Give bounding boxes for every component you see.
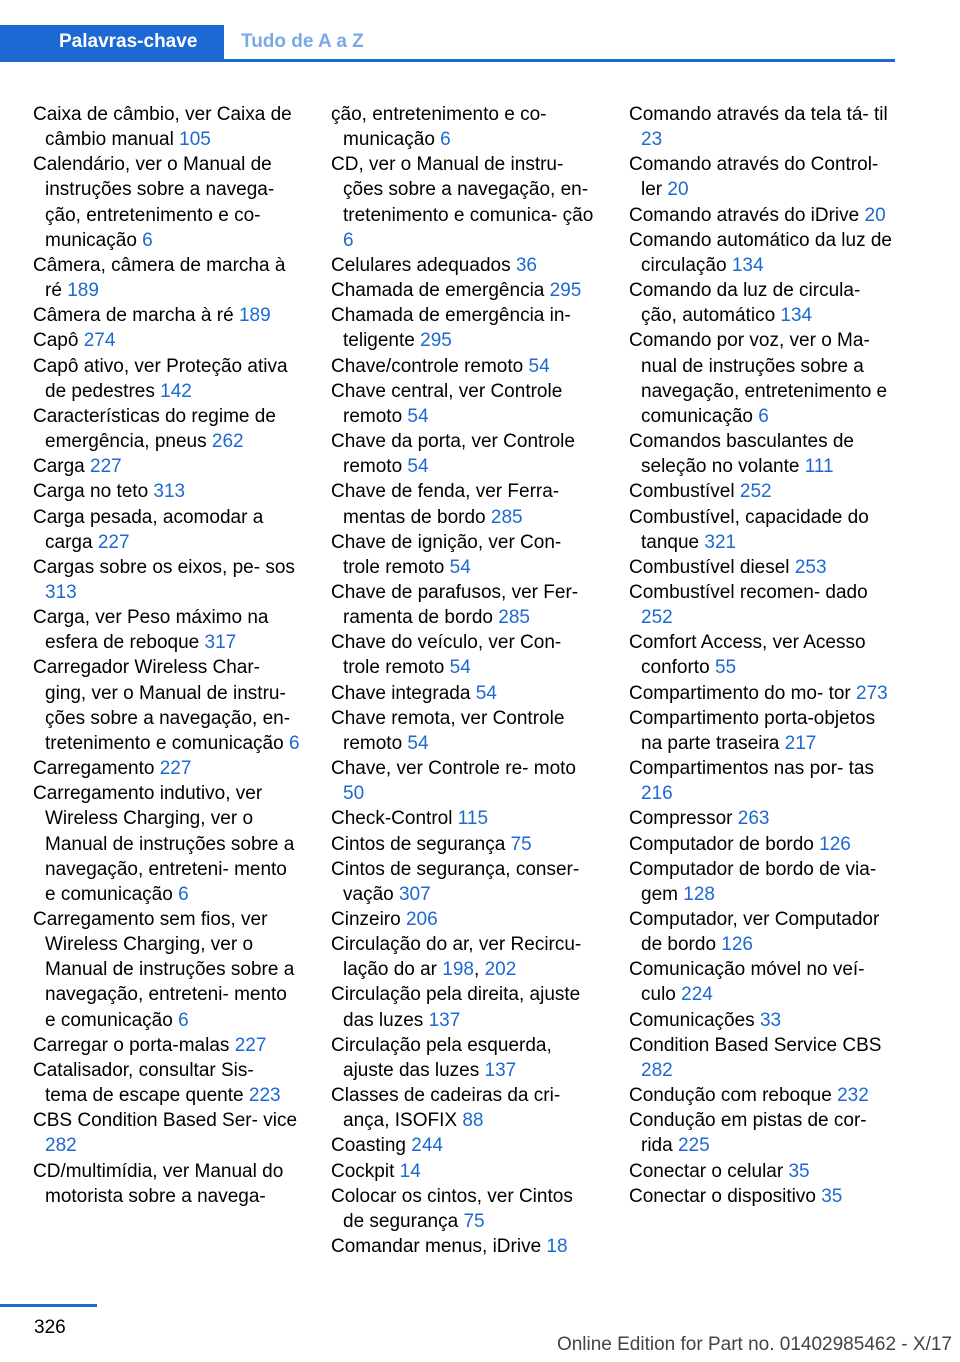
page-reference-link[interactable]: 295 [549, 280, 582, 302]
page-reference-link[interactable]: 282 [641, 1059, 673, 1081]
page-reference-link[interactable]: 20 [667, 179, 689, 201]
index-entry-text: Computador de bordo [629, 833, 814, 855]
page-reference-link[interactable]: 6 [178, 1009, 189, 1031]
index-entry-text: Cockpit [331, 1160, 395, 1182]
index-entry-text: Condução em pistas de cor- rida [629, 1110, 867, 1157]
page-reference-link[interactable]: 227 [159, 758, 192, 780]
index-entry-text: Circulação pela esquerda, ajuste das luzes [331, 1034, 552, 1081]
index-entry-text: Compartimentos nas por- tas [629, 758, 874, 780]
index-entry [331, 832, 599, 857]
footer-edition: Online Edition for Part no. 01402985462 - X/17 [556, 1334, 952, 1355]
index-entry-text: Caixa de câmbio, ver Caixa de câmbio manual [33, 104, 292, 151]
index-entry [331, 253, 599, 278]
index-entry [331, 303, 599, 353]
index-entry [33, 328, 301, 353]
page-reference-link[interactable]: 18 [546, 1236, 568, 1258]
page-reference-link[interactable]: 23 [641, 129, 663, 151]
page-reference-link[interactable]: 227 [97, 531, 130, 553]
index-entry [629, 857, 897, 907]
index-entry [629, 756, 897, 806]
index-entry-text: Compressor [629, 808, 733, 830]
index-entry [629, 555, 897, 580]
page-reference-link[interactable]: 36 [515, 254, 537, 276]
index-entry [629, 1008, 897, 1033]
index-entry [629, 1159, 897, 1184]
page-reference-link[interactable]: 273 [856, 682, 888, 704]
page-reference-link[interactable]: 307 [398, 883, 431, 905]
index-entry-text: Computador de bordo de via- gem [629, 858, 877, 905]
page-reference-link[interactable]: 111 [804, 456, 834, 478]
index-entry-text: Características do regime de emergência, pneus [33, 405, 276, 453]
index-entry [629, 102, 897, 152]
index-entry-text: Comando da luz de circula- ção, automático [629, 280, 861, 327]
index-entry [629, 278, 897, 328]
page-reference-link[interactable]: 88 [462, 1110, 484, 1132]
index-entry [331, 152, 599, 253]
index-entry-text: Catalisador, consultar Sis- tema de escape quente [33, 1059, 254, 1107]
page-reference-link[interactable]: 321 [704, 531, 737, 553]
index-entry [331, 1159, 599, 1184]
index-entry-text: Check-Control [331, 808, 453, 830]
index-entry-text: Carga pesada, acomodar a carga [33, 506, 264, 553]
index-entry [331, 530, 599, 580]
index-entry-text: ção, entretenimento e co- municação [331, 104, 547, 151]
page-reference-link[interactable]: 232 [837, 1085, 869, 1107]
index-entry-text: Comfort Access, ver Acesso conforto [629, 632, 866, 679]
index-entry [629, 1108, 897, 1158]
index-entry-text: Cinzeiro [331, 909, 401, 930]
index-entry [331, 354, 599, 379]
page-reference-link[interactable]: 198 [442, 959, 474, 981]
index-entry-text: Comando por voz, ver o Ma- nual de instruções sobre a navegação, entretenimento e comunicação [629, 330, 888, 427]
index-entry [331, 278, 599, 303]
page-reference-link[interactable]: 244 [411, 1135, 443, 1157]
page-reference-link[interactable]: 6 [440, 129, 451, 151]
index-entry [331, 429, 599, 479]
page-reference-link[interactable]: 189 [67, 280, 99, 302]
index-entry [33, 1058, 301, 1108]
index-entry-text: Chave remota, ver Controle remoto [331, 707, 565, 754]
index-entry-text: Colocar os cintos, ver Cintos de segurança [331, 1185, 573, 1232]
index-entry [33, 354, 301, 404]
page-reference-link[interactable]: 6 [758, 405, 769, 427]
page-reference-link[interactable]: 35 [821, 1185, 843, 1207]
page-reference-link[interactable]: 262 [211, 431, 244, 453]
tab-underline [0, 59, 895, 62]
page-reference-link[interactable]: 55 [714, 657, 737, 679]
index-entry-text: Cintos de segurança, conser- vação [331, 858, 580, 905]
index-entry-text: Comunicações [629, 1009, 755, 1031]
index-entry [629, 429, 897, 479]
page-reference-link[interactable]: 137 [484, 1059, 517, 1081]
page-reference-link[interactable]: 75 [510, 833, 532, 855]
index-entry-text: Combustível, capacidade do tanque [629, 506, 869, 553]
page-reference-link[interactable]: 126 [819, 833, 851, 855]
page-reference-link[interactable]: 20 [864, 204, 886, 226]
index-entry-text: Câmera de marcha à ré [33, 305, 234, 327]
index-entry [33, 404, 301, 454]
index-entry-text: Comandos basculantes de seleção no volante [629, 431, 854, 478]
page-reference-link[interactable]: 126 [721, 934, 753, 956]
index-entry-text: Carregador Wireless Char- ging, ver o Manual de instru- ções sobre a navegação, en- tretenimento e comunicação [33, 657, 291, 754]
index-entry-text: Celulares adequados [331, 254, 511, 276]
index-entry [331, 479, 599, 529]
index-entry-text: Chave de fenda, ver Ferra- mentas de bordo [331, 481, 560, 528]
index-entry-text: Comando automático da luz de circulação [629, 229, 892, 276]
index-entry [331, 756, 599, 806]
page-reference-link[interactable]: 134 [731, 254, 764, 276]
page-reference-link[interactable]: 189 [238, 305, 271, 327]
index-entry [629, 479, 897, 504]
index-entry-text: Condução com reboque [629, 1085, 832, 1107]
index-entry [629, 328, 897, 429]
page-reference-link[interactable]: 14 [399, 1160, 421, 1182]
index-entry-text: Carga [33, 456, 85, 478]
index-entry-text: Combustível [629, 481, 735, 503]
index-entry-text: Chave de ignição, ver Con- trole remoto [331, 531, 562, 578]
index-entry [629, 630, 897, 680]
page-reference-link[interactable]: 134 [780, 305, 813, 327]
index-entry-text: Conectar o celular [629, 1160, 784, 1182]
index-entry-text: Comando através do iDrive [629, 204, 860, 226]
page-number-rule [0, 1304, 97, 1307]
index-entry-text: Chamada de emergência in- teligente [331, 305, 571, 352]
page-reference-link[interactable]: 223 [248, 1085, 281, 1107]
index-entry-text: Circulação do ar, ver Recircu- lação do ar [331, 934, 582, 981]
page-reference-link[interactable]: 6 [178, 883, 189, 905]
index-column-1 [33, 102, 301, 1209]
index-entry-text: CD/multimídia, ver Manual do motorista sobre a navega- [33, 1160, 284, 1207]
index-entry-text: Combustível diesel [629, 556, 790, 578]
page-reference-link[interactable]: 252 [739, 481, 772, 503]
page-reference-link[interactable]: 224 [681, 984, 713, 1006]
page-reference-link[interactable]: 313 [45, 581, 77, 603]
index-entry-text: Chave integrada [331, 682, 471, 704]
index-entry [629, 806, 897, 831]
page-reference-link[interactable]: 285 [490, 506, 523, 528]
index-entry [629, 203, 897, 228]
page-reference-link[interactable]: 216 [641, 783, 673, 805]
index-entry [331, 1133, 599, 1158]
page-number: 326 [34, 1317, 66, 1338]
index-entry [33, 1108, 301, 1158]
page-reference-link[interactable]: 50 [343, 783, 365, 805]
index-entry-text: Condition Based Service CBS [629, 1034, 882, 1056]
index-entry-text: Carregar o porta-malas [33, 1034, 230, 1056]
index-entry-text: Cintos de segurança [331, 833, 506, 855]
index-entry-text: Computador, ver Computador de bordo [629, 909, 880, 956]
index-entry [331, 706, 599, 756]
index-entry [33, 907, 301, 1033]
page-reference-link[interactable]: 142 [160, 380, 192, 402]
page-reference-link[interactable]: 75 [463, 1210, 485, 1232]
index-entry [331, 1184, 599, 1234]
index-entry-text: Chamada de emergência [331, 280, 545, 302]
index-entry [331, 806, 599, 831]
index-entry-text: Circulação pela direita, ajuste das luzes [331, 984, 581, 1031]
index-entry-text: Comando através da tela tá- til [629, 104, 888, 125]
index-entry-text: Chave da porta, ver Controle remoto [331, 431, 575, 478]
index-entry-text: Cargas sobre os eixos, pe- sos [33, 556, 295, 578]
index-entry-text: Carga no teto [33, 481, 149, 503]
page-reference-link[interactable]: 274 [83, 330, 116, 352]
page-reference-link[interactable]: 206 [405, 909, 438, 930]
page-reference-link[interactable]: 227 [90, 456, 122, 478]
index-entry [629, 505, 897, 555]
index-entry [629, 228, 897, 278]
index-entry-text: Comunicação móvel no veí- culo [629, 959, 865, 1006]
page-reference-link[interactable]: 285 [498, 607, 530, 629]
index-entry-text: Comando através do Control- ler [629, 154, 879, 201]
index-entry-text: Calendário, ver o Manual de instruções sobre a navega- ção, entretenimento e co- municação [33, 154, 275, 251]
page-reference-link[interactable]: 253 [794, 556, 827, 578]
index-entry [629, 1184, 897, 1209]
index-entry [33, 655, 301, 756]
index-entry-text: Carregamento [33, 758, 155, 780]
index-entry-text: Capô ativo, ver Proteção ativa de pedestres [33, 355, 288, 402]
page-reference-link[interactable]: 6 [343, 229, 354, 251]
index-entry [331, 379, 599, 429]
index-entry-text: Comandar menus, iDrive [331, 1236, 542, 1258]
index-entry [629, 1033, 897, 1083]
page-reference-link[interactable]: 54 [449, 556, 471, 578]
page-reference-link[interactable]: 295 [420, 330, 452, 352]
page-reference-link[interactable]: 54 [407, 456, 429, 478]
index-entry-text: Chave/controle remoto [331, 355, 524, 377]
index-entry [629, 957, 897, 1007]
index-entry-text: Capô [33, 330, 79, 352]
index-column-2 [331, 102, 599, 1259]
index-entry [33, 303, 301, 328]
index-entry [331, 681, 599, 706]
index-entry-text: Chave de parafusos, ver Fer- ramenta de bordo [331, 581, 579, 629]
index-entry-text: Classes de cadeiras da cri- ança, ISOFIX [331, 1085, 561, 1132]
index-entry [33, 1159, 301, 1209]
index-entry [33, 756, 301, 781]
page-reference-link[interactable]: 6 [288, 732, 300, 754]
index-entry [331, 982, 599, 1032]
index-entry [331, 1234, 599, 1259]
index-entry [331, 907, 599, 932]
index-entry [33, 253, 301, 303]
index-entry [33, 102, 301, 152]
page-reference-link[interactable]: 115 [457, 808, 489, 830]
index-entry-text: Carregamento sem fios, ver Wireless Charging, ver o Manual de instruções sobre a navegação, entreteni- mento e comunicação [33, 909, 295, 1031]
page-reference-link[interactable]: 217 [784, 732, 817, 754]
page-reference-link[interactable]: 54 [528, 355, 550, 377]
page-reference-link[interactable]: 202 [484, 959, 517, 981]
index-entry [331, 1083, 599, 1133]
index-entry-text: Compartimento porta-objetos na parte traseira [629, 707, 876, 754]
index-entry [33, 1033, 301, 1058]
index-entry-text: CD, ver o Manual de instru- ções sobre a navegação, en- tretenimento e comunica- ção [331, 154, 594, 226]
index-entry [629, 832, 897, 857]
page-reference-link[interactable]: 225 [677, 1135, 710, 1157]
page-reference-link[interactable]: 33 [759, 1009, 782, 1031]
page-reference-link[interactable]: 35 [788, 1160, 810, 1182]
index-entry [331, 580, 599, 630]
page-reference-link[interactable]: 54 [407, 405, 429, 427]
page-reference-link[interactable]: 54 [407, 732, 429, 754]
page-reference-link[interactable]: 313 [153, 481, 186, 503]
index-entry [33, 454, 301, 479]
index-entry [331, 630, 599, 680]
index-entry [629, 681, 897, 706]
index-entry [331, 1033, 599, 1083]
index-entry [629, 706, 897, 756]
page-reference-link[interactable]: 282 [45, 1135, 77, 1157]
index-entry-text: Coasting [331, 1135, 406, 1157]
page-reference-link[interactable]: 54 [475, 682, 497, 704]
index-entry-text: Chave central, ver Controle remoto [331, 380, 563, 427]
page-reference-link[interactable]: 128 [683, 883, 715, 905]
index-entry-text: Carga, ver Peso máximo na esfera de reboque [33, 607, 269, 654]
index-entry: Circulação do ar, ver Recircu- lação do ar 198, 202 [331, 934, 582, 981]
index-entry [33, 605, 301, 655]
index-entry-text: Conectar o dispositivo [629, 1185, 816, 1207]
page-reference-link[interactable]: 54 [449, 657, 471, 679]
index-entry-text: Câmera, câmera de marcha à ré [33, 254, 286, 302]
index-entry-text: Combustível recomen- dado [629, 581, 868, 603]
index-entry-text: Compartimento do mo- tor [629, 682, 851, 704]
index-entry [331, 857, 599, 907]
index-entry [629, 580, 897, 630]
page-reference-link[interactable]: 137 [428, 1009, 461, 1031]
index-column-3 [629, 102, 897, 1209]
header-tabs [0, 25, 895, 62]
index-entry [629, 1083, 897, 1108]
index-entry-text: Chave, ver Controle re- moto [331, 758, 576, 780]
page-reference-link[interactable]: 105 [179, 129, 211, 151]
index-entry [33, 152, 301, 253]
page-reference-link[interactable]: 317 [204, 632, 237, 654]
page-reference-link[interactable]: 6 [142, 229, 153, 251]
index-entry [629, 907, 897, 957]
index-entry [33, 479, 301, 504]
index-entry [33, 505, 301, 555]
tab-palavras-chave[interactable]: Palavras-chave [0, 25, 224, 59]
index-entry-text: Carregamento indutivo, ver Wireless Charging, ver o Manual de instruções sobre a navegação, entreteni- mento e comunicação [33, 783, 295, 905]
index-entry [33, 781, 301, 907]
tab-tudo-de-a-a-z[interactable]: Tudo de A a Z [224, 25, 895, 59]
index-entry [629, 152, 897, 202]
page-reference-link[interactable]: 227 [234, 1034, 267, 1056]
page-reference-link[interactable]: 252 [641, 607, 673, 629]
index-entry [33, 555, 301, 605]
page-reference-link[interactable]: 263 [737, 808, 770, 830]
index-entry [331, 102, 599, 152]
index-entry-text: CBS Condition Based Ser- vice [33, 1110, 298, 1132]
index-entry-text: Chave do veículo, ver Con- trole remoto [331, 632, 562, 679]
